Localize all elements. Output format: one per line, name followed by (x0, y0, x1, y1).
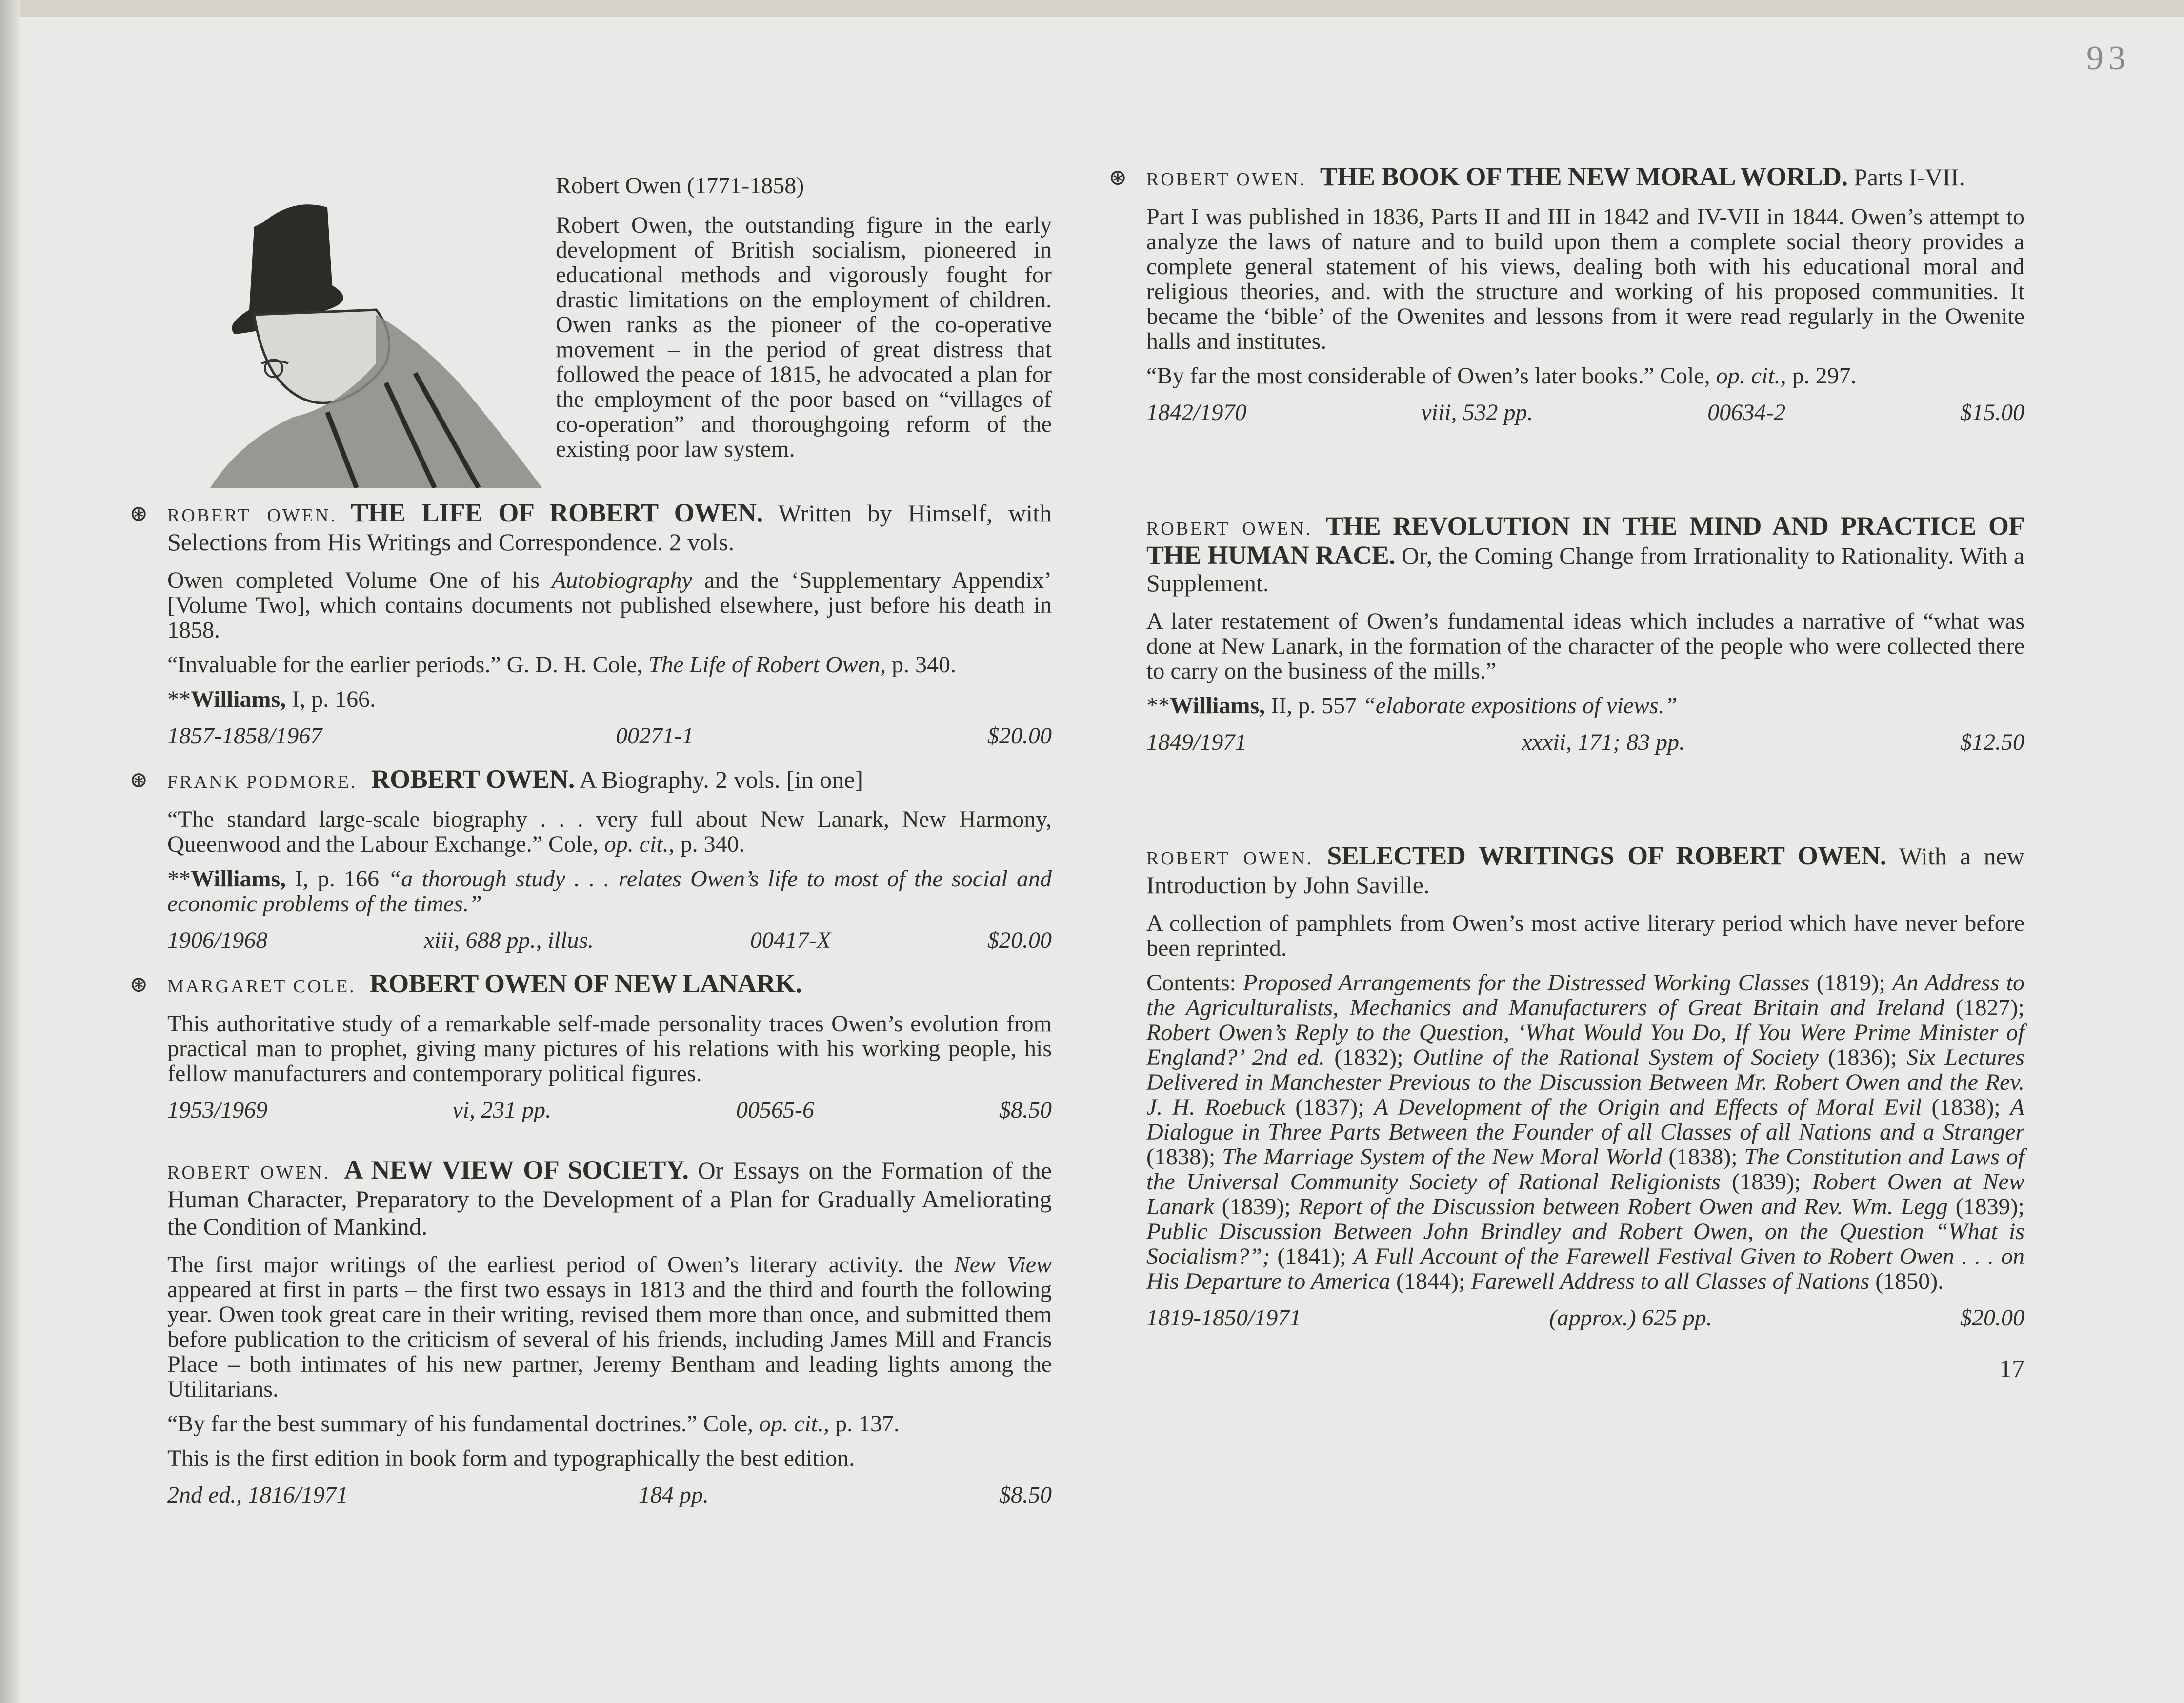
intro-row (167, 173, 1052, 488)
right-column (1108, 162, 2025, 1383)
entry-author: ROBERT OWEN. (167, 1162, 331, 1183)
publication-field: 2nd ed., 1816/1971 (167, 1482, 348, 1508)
page-top-edge (0, 0, 2184, 17)
publication-field: $15.00 (1960, 400, 2024, 425)
entry-heading (129, 498, 1052, 556)
entry-paragraph (167, 1252, 1052, 1402)
robert-owen-portrait (181, 188, 542, 488)
entry-paragraph (167, 866, 1052, 916)
text-run: (1838); (1146, 1144, 1222, 1170)
text-run: “a thorough study . . . relates Owen’s life to most of the social and economic problems of the times.” (167, 866, 1052, 917)
text-run: (1836); (1818, 1044, 1907, 1070)
text-run: New View (954, 1252, 1052, 1278)
text-run: The Life of Robert Owen, (648, 652, 886, 678)
entry-heading (129, 969, 1052, 1000)
entry-publication-line (1146, 400, 2024, 425)
entry-title: THE LIFE OF ROBERT OWEN. (350, 498, 763, 527)
entry-title: ROBERT OWEN OF NEW LANARK. (369, 969, 802, 998)
publication-field: (approx.) 625 pp. (1549, 1305, 1712, 1331)
text-run: (1837); (1285, 1094, 1374, 1120)
entry-subtitle: A Biography. 2 vols. [in one] (574, 766, 863, 793)
entry-subtitle: Parts I-VII. (1847, 163, 1965, 191)
entry-heading (167, 1157, 1052, 1241)
catalog-entry (129, 764, 1052, 953)
entry-paragraph (1146, 204, 2024, 354)
text-run: I, p. 166 (286, 866, 388, 892)
left-column (129, 173, 1052, 1508)
text-run: Williams, (191, 686, 286, 712)
text-run: “The standard large-scale biography . . . very full about New Lanark, New Harmony, Queenwood and the Labour Exchange.” Cole, (167, 806, 1052, 857)
entry-subtitle: With a new Introduction by John Saville. (1146, 842, 2024, 899)
text-run: Contents: (1146, 970, 1243, 996)
entry-heading (1108, 162, 2024, 193)
text-run: Report of the Discussion between Robert Owen and Rev. Wm. Legg (1298, 1194, 1948, 1220)
entry-subtitle: Or, the Coming Change from Irrationality to Rationality. With a Supplement. (1146, 542, 2025, 597)
entry-paragraph (167, 1011, 1052, 1086)
publication-field: $20.00 (1960, 1305, 2024, 1331)
publication-field: 1819-1850/1971 (1146, 1305, 1302, 1331)
text-run: (1819); (1809, 970, 1893, 996)
text-run: Farewell Address to all Classes of Nations (1471, 1268, 1870, 1294)
entry-title: THE BOOK OF THE NEW MORAL WORLD. (1320, 162, 1848, 191)
text-run: Outline of the Rational System of Society (1413, 1044, 1819, 1070)
catalog-entry (1146, 513, 2024, 755)
publication-field: 1849/1971 (1146, 729, 1247, 755)
text-run: Public Discussion Between John Brindley and Robert Owen, on the Question “What is Socialism?”; (1146, 1219, 2024, 1269)
entry-publication-line (1146, 730, 2024, 755)
publication-field: 184 pp. (638, 1482, 709, 1508)
text-run: (1832); (1324, 1044, 1413, 1070)
text-run: and the ‘Supplementary Appendix’ [Volume Two], which contains documents not published elsewhere, just before his death in 1858. (167, 567, 1052, 643)
text-run: (1844); (1390, 1268, 1471, 1294)
text-run: (1838); (1662, 1144, 1744, 1170)
entry-author: ROBERT OWEN. (1146, 519, 1312, 539)
text-run: op. cit., (759, 1411, 829, 1437)
entry-author: FRANK PODMORE. (167, 772, 358, 792)
text-run: The first major writings of the earliest period of Owen’s literary activity. the (167, 1252, 954, 1278)
entry-title: SELECTED WRITINGS OF ROBERT OWEN. (1327, 841, 1886, 870)
publication-field: $8.50 (999, 1097, 1052, 1123)
publication-field: $12.50 (1960, 729, 2024, 755)
entry-heading (1146, 842, 2024, 899)
text-run: p. 297. (1786, 363, 1857, 389)
text-run: The Constitution and Laws of the Universal Community Society of Rational Religionists (1146, 1144, 2024, 1195)
entry-title: A NEW VIEW OF SOCIETY. (344, 1155, 689, 1184)
text-run: The Marriage System of the New Moral World (1222, 1144, 1662, 1170)
publication-field: 1953/1969 (167, 1097, 268, 1123)
entry-paragraph (167, 687, 1052, 712)
intro-biography (556, 173, 1052, 461)
publication-field: xiii, 688 pp., illus. (424, 927, 594, 953)
entry-paragraph (167, 1446, 1052, 1471)
entry-paragraph (1146, 693, 2024, 718)
entry-author: ROBERT OWEN. (1146, 169, 1306, 190)
entry-heading (1146, 513, 2024, 597)
text-run: p. 340. (885, 652, 956, 678)
text-run: Owen completed Volume One of his (167, 567, 552, 593)
page-gutter (0, 0, 20, 1703)
entry-author: ROBERT OWEN. (167, 505, 337, 526)
text-run: (1841); (1270, 1243, 1354, 1269)
text-run: Robert Owen at New Lanark (1146, 1169, 2024, 1220)
text-run: I, p. 166. (286, 686, 376, 712)
publication-field: 00565-6 (736, 1097, 814, 1123)
intro-heading: Robert Owen (1771-1858) (556, 173, 804, 199)
catalog-entry (1108, 162, 2024, 425)
entry-paragraph (1146, 970, 2024, 1294)
catalog-entry (1146, 842, 2024, 1330)
entry-paragraph (167, 807, 1052, 857)
text-run: This authoritative study of a remarkable self-made personality traces Owen’s evolution from practical man to prophet, giving many pictures of his relations with his working people, his fellow manufacturers and contemporary political figures. (167, 1011, 1052, 1086)
text-run: Williams, (191, 866, 286, 892)
text-run: , p. 340. (668, 831, 745, 857)
entry-paragraph (1146, 911, 2024, 961)
entry-subtitle: Or Essays on the Formation of the Human Character, Preparatory to the Development of a Plan for Gradually Ameliorating the Condition of Mankind. (167, 1157, 1052, 1240)
text-run: A Development of the Origin and Effects of Moral Evil (1374, 1094, 1922, 1120)
new-edition-marker-icon: ⊛ (129, 972, 148, 997)
text-run: A later restatement of Owen’s fundamental ideas which includes a narrative of “what was done at New Lanark, in the formation of the character of the people who were collected there to carry on the business of the mills.” (1146, 608, 2024, 684)
page-number: 17 (1999, 1355, 2024, 1383)
text-run: “By far the most considerable of Owen’s later books.” Cole, (1146, 363, 1716, 389)
text-run: (1838); (1922, 1094, 2010, 1120)
text-run: An Address to the Agriculturalists, Mechanics and Manufacturers of Great Britain and Ireland (1146, 970, 2025, 1021)
catalog-entry (129, 498, 1052, 749)
entry-paragraph (167, 652, 1052, 677)
publication-field: 00271-1 (616, 723, 694, 749)
text-run: Robert Owen’s Reply to the Question, ‘What Would You Do, If You Were Prime Minister of England?’ 2nd ed. (1146, 1020, 2024, 1070)
folio-number: 93 (2086, 40, 2130, 77)
publication-field: vi, 231 pp. (452, 1097, 551, 1123)
text-run: (1839); (1947, 1194, 2025, 1220)
text-run: op. cit., (1716, 363, 1786, 389)
text-run: Part I was published in 1836, Parts II and III in 1842 and IV-VII in 1844. Owen’s attempt to analyze the laws of nature and to build upon them a complete social theory provides a complete general statement of his views, dealing both with his educational moral and religious theories, and. with the structure and working of his proposed communities. It became the ‘bible’ of the Owenites and lessons from it were read regularly in the Owenite halls and institutes. (1146, 204, 2024, 354)
entry-heading (129, 764, 1052, 795)
entry-publication-line (167, 1483, 1052, 1507)
publication-field: $20.00 (987, 723, 1052, 749)
text-run: (1850). (1869, 1268, 1944, 1294)
publication-field: 1906/1968 (167, 927, 268, 953)
text-run: op. cit. (604, 831, 669, 857)
new-edition-marker-icon: ⊛ (129, 501, 148, 526)
entry-subtitle: Written by Himself, with Selections from His Writings and Correspondence. 2 vols. (167, 500, 1052, 556)
publication-field: 1842/1970 (1146, 400, 1247, 425)
text-run: ** (167, 686, 191, 712)
text-run: “elaborate expositions of views.” (1362, 693, 1678, 719)
text-run: ** (1146, 693, 1170, 719)
entry-publication-line (167, 928, 1052, 953)
entry-title: ROBERT OWEN. (371, 764, 575, 794)
catalog-entry (129, 969, 1052, 1123)
publication-field: xxxii, 171; 83 pp. (1522, 729, 1685, 755)
text-run: This is the first edition in book form and typographically the best edition. (167, 1445, 855, 1471)
text-run: “Invaluable for the earlier periods.” G. D. H. Cole, (167, 652, 649, 678)
publication-field: 00417-X (750, 927, 831, 953)
publication-field: 00634-2 (1707, 400, 1786, 425)
text-run: (1839); (1214, 1194, 1299, 1220)
publication-field: viii, 532 pp. (1421, 400, 1533, 425)
text-run: Autobiography (551, 567, 692, 593)
text-run: ** (167, 866, 191, 892)
text-run: p. 137. (829, 1411, 900, 1437)
text-run: A Full Account of the Farewell Festival Given to Robert Owen . . . on His Departure to America (1146, 1243, 2024, 1294)
catalog-entry (167, 1157, 1052, 1507)
entry-publication-line (167, 723, 1052, 748)
entry-title: THE REVOLUTION IN THE MIND AND PRACTICE OF THE HUMAN RACE. (1146, 511, 2024, 570)
text-run: Proposed Arrangements for the Distressed Working Classes (1243, 970, 1810, 996)
intro-text: Robert Owen, the outstanding figure in the early development of British socialism, pioneered in educational methods and vigorously fought for drastic limitations on the employment of children. Owen ranks as the pioneer of the co-operative movement – in the period of great distress that followed the peace of 1815, he advocated a plan for the employment of the poor based on “villages of co-operation” and thoroughgoing reform of the existing poor law system. (556, 212, 1052, 462)
new-edition-marker-icon: ⊛ (1108, 165, 1127, 190)
text-run: A Dialogue in Three Parts Between the Founder of all Classes of all Nations and a Stranger (1146, 1094, 2024, 1145)
text-run: Williams, (1170, 693, 1265, 719)
entry-paragraph (1146, 363, 2024, 388)
entry-publication-line (167, 1098, 1052, 1122)
entry-publication-line (1146, 1305, 2024, 1330)
new-edition-marker-icon: ⊛ (129, 767, 148, 792)
entry-paragraph (167, 568, 1052, 642)
entry-paragraph (1146, 609, 2024, 683)
text-run: Six Lectures Delivered in Manchester Previous to the Discussion Between Mr. Robert Owen and the Rev. J. H. Roebuck (1146, 1044, 2025, 1120)
text-run: “By far the best summary of his fundamental doctrines.” Cole, (167, 1411, 760, 1437)
text-run: II, p. 557 (1265, 693, 1363, 719)
text-run: (1839); (1720, 1169, 1812, 1195)
text-run: appeared at first in parts – the first two essays in 1813 and the third and fourth the following year. Owen took great care in their writing, revised them more than once, and submitted them before publication to the criticism of several of his friends, including James Mill and Francis Place – both intimates of his new partner, Jeremy Bentham and leading lights among the Utilitarians. (167, 1277, 1052, 1402)
entry-author: MARGARET COLE. (167, 976, 356, 997)
entry-paragraph (167, 1411, 1052, 1436)
publication-field: 1857-1858/1967 (167, 723, 322, 749)
publication-field: $8.50 (999, 1482, 1052, 1508)
entry-author: ROBERT OWEN. (1146, 848, 1314, 869)
text-run: (1827); (1944, 995, 2025, 1021)
text-run: A collection of pamphlets from Owen’s most active literary period which have never before been reprinted. (1146, 910, 2024, 961)
publication-field: $20.00 (987, 927, 1052, 953)
